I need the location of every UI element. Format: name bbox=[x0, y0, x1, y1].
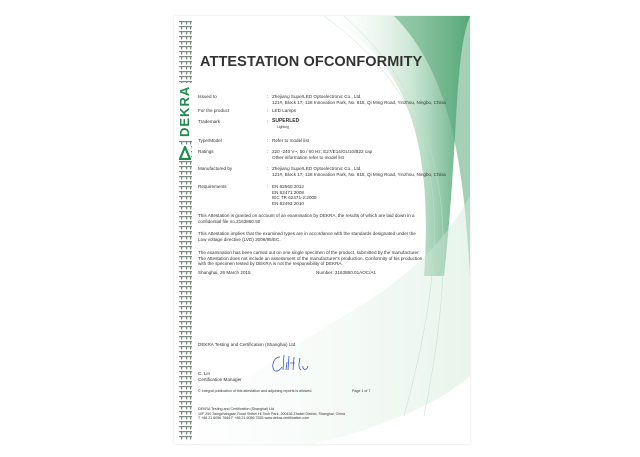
field-value-line: 121#, Block 17, 128 Innovation Park, No. 818, Qi Ming Road, Yinzhou, Ningbo, China bbox=[272, 171, 446, 177]
field-colon: : bbox=[267, 149, 269, 154]
field-value-line: EN 62471:2008 bbox=[272, 189, 304, 195]
field-colon: : bbox=[267, 166, 269, 171]
field-colon: : bbox=[267, 184, 269, 189]
issuer-name: DEKRA Testing and Certification (Shanghai) Ltd. bbox=[198, 342, 297, 347]
signature bbox=[270, 353, 310, 375]
field-value-line: LED Lamps bbox=[272, 108, 297, 113]
field-colon: : bbox=[267, 108, 269, 113]
field-value-line: Zhejiang SuperLED Optoelectronic Co., Ltd. bbox=[272, 94, 362, 99]
field-label: Type/Model bbox=[198, 138, 222, 143]
field-value bbox=[272, 108, 296, 114]
field-label: Manufactured by bbox=[198, 166, 233, 171]
paragraph-1: This Attestation is granted on account of an examination by DEKRA, the results of which are laid down in a confidential file no.3163860.50 bbox=[198, 213, 415, 224]
signatory-role: Certification Manager bbox=[198, 377, 242, 382]
field-colon: : bbox=[267, 119, 269, 124]
field-value bbox=[272, 184, 317, 206]
field-value-line: Zhejiang SuperLED Optoelectronic Co., Ltd. bbox=[272, 166, 362, 171]
field-label: For the product bbox=[198, 108, 230, 113]
paragraph-3: The examination has been carried out on one single specimen of the product, submitted by the manufacturer. The Attestation does not include an assessment of the manufacturer's production. Conformity of his production with the specimen tested by DEKRA is not the responsibility of DEKRA. bbox=[198, 250, 423, 267]
paragraph-2: This Attestation implies that the examined types are in accordance with the standards designated under the Low voltage directive (LVD) 2006/95/EC. bbox=[198, 231, 416, 242]
field-value bbox=[272, 138, 309, 144]
attestation-number: Number: 3163860.01AOC/A1 bbox=[316, 270, 377, 275]
field-value-line: EN 62560:2012 bbox=[272, 184, 304, 189]
footer-address: DEKRA Testing and Certification (Shanghai) Ltd. 10F 250 Jiangchangsan Road Shibei Hi-Tech Park, 200436 Zhabei District, Shanghai, China T +86 21 6056 7666 F +86 21 6056 7555 www.dekra-certification.com bbox=[198, 407, 346, 421]
dekra-logo-text: DEKRA bbox=[177, 83, 192, 140]
field-colon: : bbox=[267, 138, 269, 143]
field-value bbox=[272, 149, 372, 160]
field-value-line: Refer to model list bbox=[272, 138, 310, 143]
field-value-line: EN 62493:2010 bbox=[272, 200, 304, 206]
place-date: Shanghai, 26 March 2015 bbox=[198, 270, 251, 275]
field-value-line: 121#, Block 17, 128 Innovation Park, No. 818, Qi Ming Road, Yinzhou, Ningbo, China bbox=[272, 99, 446, 105]
signatory-name: C. Lin bbox=[198, 371, 211, 376]
certificate-page bbox=[174, 16, 470, 444]
field-label: Requirements bbox=[198, 184, 227, 189]
page-number: Page 1 of 7 bbox=[352, 389, 371, 393]
field-label: Issued to bbox=[198, 94, 217, 99]
field-value bbox=[272, 119, 299, 129]
field-value-line: Other information refer to model list bbox=[272, 154, 344, 160]
field-value-line: Lighting bbox=[277, 124, 289, 129]
field-label: Ratings bbox=[198, 149, 214, 154]
field-value-line: SUPERLED bbox=[272, 118, 300, 124]
field-colon: : bbox=[267, 94, 269, 99]
field-label: Trademark bbox=[198, 119, 221, 124]
document-title: ATTESTATION OFCONFORMITY bbox=[200, 54, 423, 70]
field-value-line: IEC TR 62471-2:2009 bbox=[272, 195, 317, 201]
field-value-line: 220 -240 V~, 50 / 60 Hz; E27/E14/GU10/B22 cap bbox=[272, 149, 373, 154]
field-value bbox=[272, 94, 446, 105]
integral-note: © Integral publication of this attestation and adjoining reports is allowed. bbox=[198, 389, 313, 393]
field-value bbox=[272, 166, 446, 177]
dekra-logo-icon bbox=[179, 146, 191, 160]
